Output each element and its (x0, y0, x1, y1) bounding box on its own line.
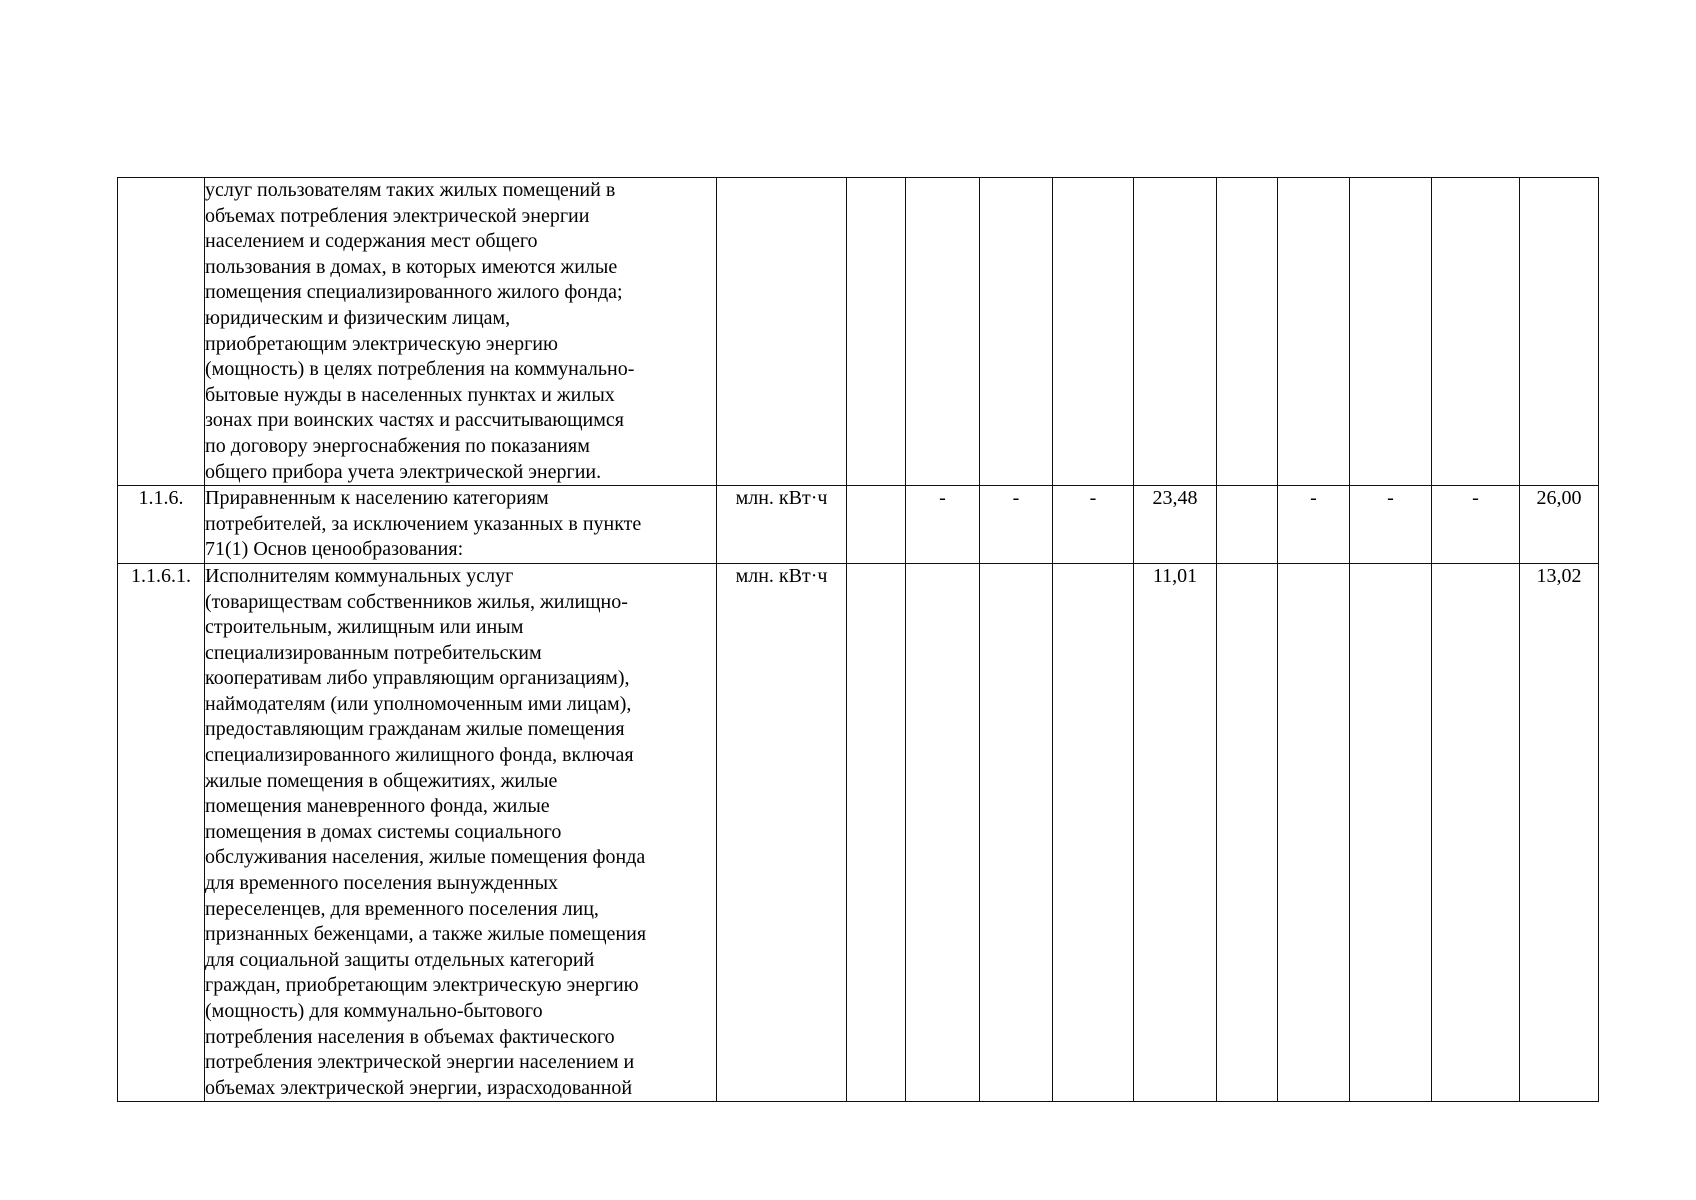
description-line: бытовые нужды в населенных пунктах и жилых (205, 383, 615, 406)
description-line: потребителей, за исключением указанных в пункте (205, 512, 642, 535)
value-cell (906, 178, 980, 486)
row-description (205, 178, 717, 486)
row-description (205, 563, 717, 1101)
value-cell (906, 563, 980, 1101)
description-line: жилые помещения в общежитиях, жилые (205, 769, 558, 792)
description-line: (мощность) для коммунально-бытового (205, 1000, 543, 1022)
description-line: объемах электрической энергии, израсходованной (205, 1076, 633, 1099)
description-line: (товариществам собственников жилья, жилищно- (205, 590, 628, 613)
value-cell: - (1350, 486, 1432, 564)
row-number (118, 178, 205, 486)
description-line: услуг пользователям таких жилых помещений в (205, 179, 616, 201)
description-line: Исполнителям коммунальных услуг (205, 564, 514, 587)
value-cell: 11,01 (1134, 563, 1217, 1101)
description-line: кооперативам либо управляющим организациям), (205, 667, 630, 690)
value-cell: - (1432, 486, 1520, 564)
unit-cell: млн. кВт·ч (717, 486, 847, 564)
description-line: строительным, жилищным или иным (205, 616, 524, 639)
description-line: общего прибора учета электрической энергии. (205, 460, 602, 483)
description-line: помещения в домах системы социального (205, 820, 562, 843)
value-cell (1350, 178, 1432, 486)
value-cell: 23,48 (1134, 486, 1217, 564)
value-cell: - (1278, 486, 1350, 564)
description-line: специализированного жилищного фонда, включая (205, 744, 634, 767)
description-line: потребления электрической энергии населением и (205, 1051, 635, 1074)
value-cell (847, 178, 906, 486)
description-line: граждан, приобретающим электрическую энергию (205, 974, 639, 997)
value-cell (1432, 563, 1520, 1101)
table-body (118, 178, 1599, 1102)
value-cell (1134, 178, 1217, 486)
description-line: населением и содержания мест общего (205, 230, 538, 253)
value-cell (847, 486, 906, 564)
value-cell: - (906, 486, 980, 564)
tariff-volume-table (117, 177, 1599, 1102)
description-line: признанных беженцами, а также жилые помещения (205, 923, 647, 946)
value-cell (980, 178, 1053, 486)
description-line: помещения маневренного фонда, жилые (205, 795, 550, 818)
row-number: 1.1.6.1. (118, 563, 205, 1101)
value-cell: 26,00 (1520, 486, 1599, 564)
description-line: наймодателям (или уполномоченным ими лицам), (205, 692, 632, 715)
value-cell (980, 563, 1053, 1101)
value-cell: - (1053, 486, 1134, 564)
value-cell: 13,02 (1520, 563, 1599, 1101)
description-line: специализированным потребительским (205, 641, 542, 664)
value-cell (1432, 178, 1520, 486)
value-cell (1520, 178, 1599, 486)
table-row (118, 486, 1599, 564)
description-line: пользования в домах, в которых имеются жилые (205, 255, 618, 278)
description-line: обслуживания населения, жилые помещения фонда (205, 846, 646, 869)
description-line: для социальной защиты отдельных категорий (205, 948, 595, 971)
description-line: потребления населения в объемах фактического (205, 1025, 615, 1048)
description-line: Приравненным к населению категориям (205, 487, 549, 510)
value-cell (1278, 178, 1350, 486)
unit-cell: млн. кВт·ч (717, 563, 847, 1101)
description-line: зонах при воинских частях и рассчитывающимся (205, 409, 624, 432)
value-cell (1350, 563, 1432, 1101)
row-number: 1.1.6. (118, 486, 205, 564)
value-cell (847, 563, 906, 1101)
description-line: переселенцев, для временного поселения лиц, (205, 897, 599, 920)
value-cell (1217, 563, 1278, 1101)
unit-cell (717, 178, 847, 486)
description-line: юридическим и физическим лицам, (205, 306, 511, 329)
description-line: помещения специализированного жилого фонда; (205, 281, 623, 304)
description-line: (мощность) в целях потребления на коммунально- (205, 358, 635, 381)
description-line: 71(1) Основ ценообразования: (205, 538, 464, 561)
value-cell: - (980, 486, 1053, 564)
description-line: приобретающим электрическую энергию (205, 332, 558, 355)
table-row (118, 178, 1599, 486)
value-cell (1053, 563, 1134, 1101)
value-cell (1217, 486, 1278, 564)
description-line: предоставляющим гражданам жилые помещения (205, 718, 625, 741)
value-cell (1217, 178, 1278, 486)
description-line: объемах потребления электрической энергии (205, 204, 590, 227)
description-line: для временного поселения вынужденных (205, 872, 559, 895)
value-cell (1053, 178, 1134, 486)
row-description (205, 486, 717, 564)
table-row (118, 563, 1599, 1101)
value-cell (1278, 563, 1350, 1101)
description-line: по договору энергоснабжения по показаниям (205, 434, 590, 457)
